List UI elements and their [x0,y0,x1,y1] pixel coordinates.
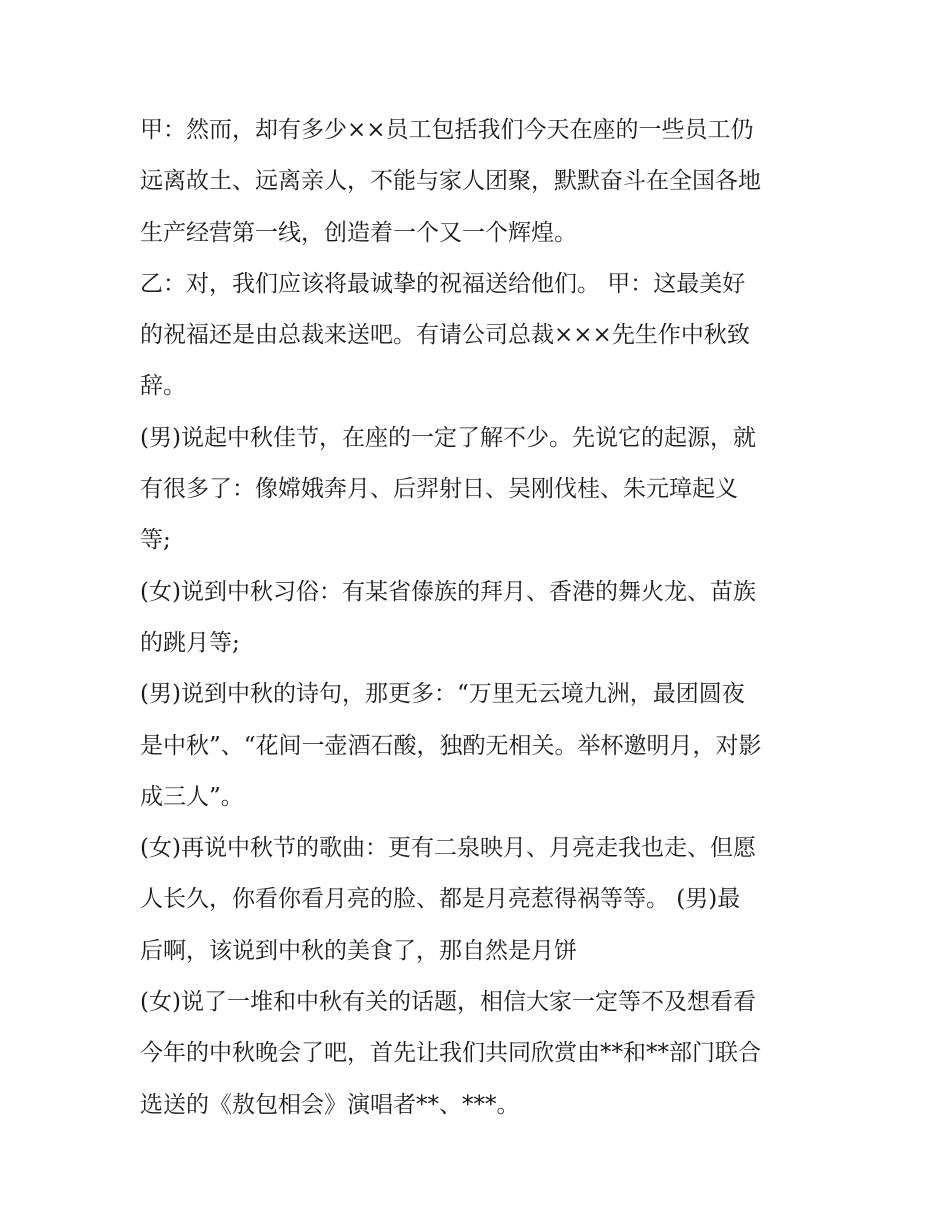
text-line: (女)说到中秋习俗：有某省傣族的拜月、香港的舞火龙、苗族 [140,578,756,605]
paragraph-male-origin [140,415,820,569]
text-line: (男)说到中秋的诗句，那更多：“万里无云境九洲，最团圆夜 [140,681,745,708]
text-line: 远离故土、远离亲人，不能与家人团聚，默默奋斗在全国各地 [140,168,761,195]
text-line: 后啊，该说到中秋的美食了，那自然是月饼 [140,937,577,964]
text-line: 甲：然而，却有多少××员工包括我们今天在座的一些员工仍 [140,117,754,143]
paragraph-male-poems [140,671,820,825]
text-line: 生产经营第一线，创造着一个又一个辉煌。 [140,219,577,246]
text-line: 今年的中秋晚会了吧，首先让我们共同欣赏由**和**部门联合 [140,1040,761,1067]
paragraph-female-customs [140,569,820,672]
text-line: 成三人”。 [140,783,244,810]
text-line: 选送的《敖包相会》演唱者**、***。 [140,1091,520,1118]
text-line: 乙：对，我们应该将最诚挚的祝福送给他们。 甲：这最美好 [140,270,746,297]
paragraph-female-songs [140,825,820,979]
text-line: 有很多了：像嫦娥奔月、后羿射日、吴刚伐桂、朱元璋起义 [140,476,738,503]
text-line: 等; [140,527,171,554]
paragraph-female-gala [140,979,820,1133]
paragraph-yi-blessing [140,261,820,415]
text-line: 是中秋”、“花间一壶酒石酸，独酌无相关。举杯邀明月，对影 [140,732,762,759]
paragraph-jia-employees [140,107,820,261]
document-body [140,107,820,1133]
text-line: 辞。 [140,373,186,400]
text-line: (女)再说中秋节的歌曲：更有二泉映月、月亮走我也走、但愿 [140,835,756,862]
text-line: (男)说起中秋佳节，在座的一定了解不少。先说它的起源，就 [140,424,756,451]
text-line: (女)说了一堆和中秋有关的话题，相信大家一定等不及想看看 [140,989,756,1016]
text-line: 人长久，你看你看月亮的脸、都是月亮惹得祸等等。 (男)最 [140,886,741,913]
text-line: 的跳月等; [140,629,240,656]
text-line: 的祝福还是由总裁来送吧。有请公司总裁×××先生作中秋致 [140,322,750,349]
